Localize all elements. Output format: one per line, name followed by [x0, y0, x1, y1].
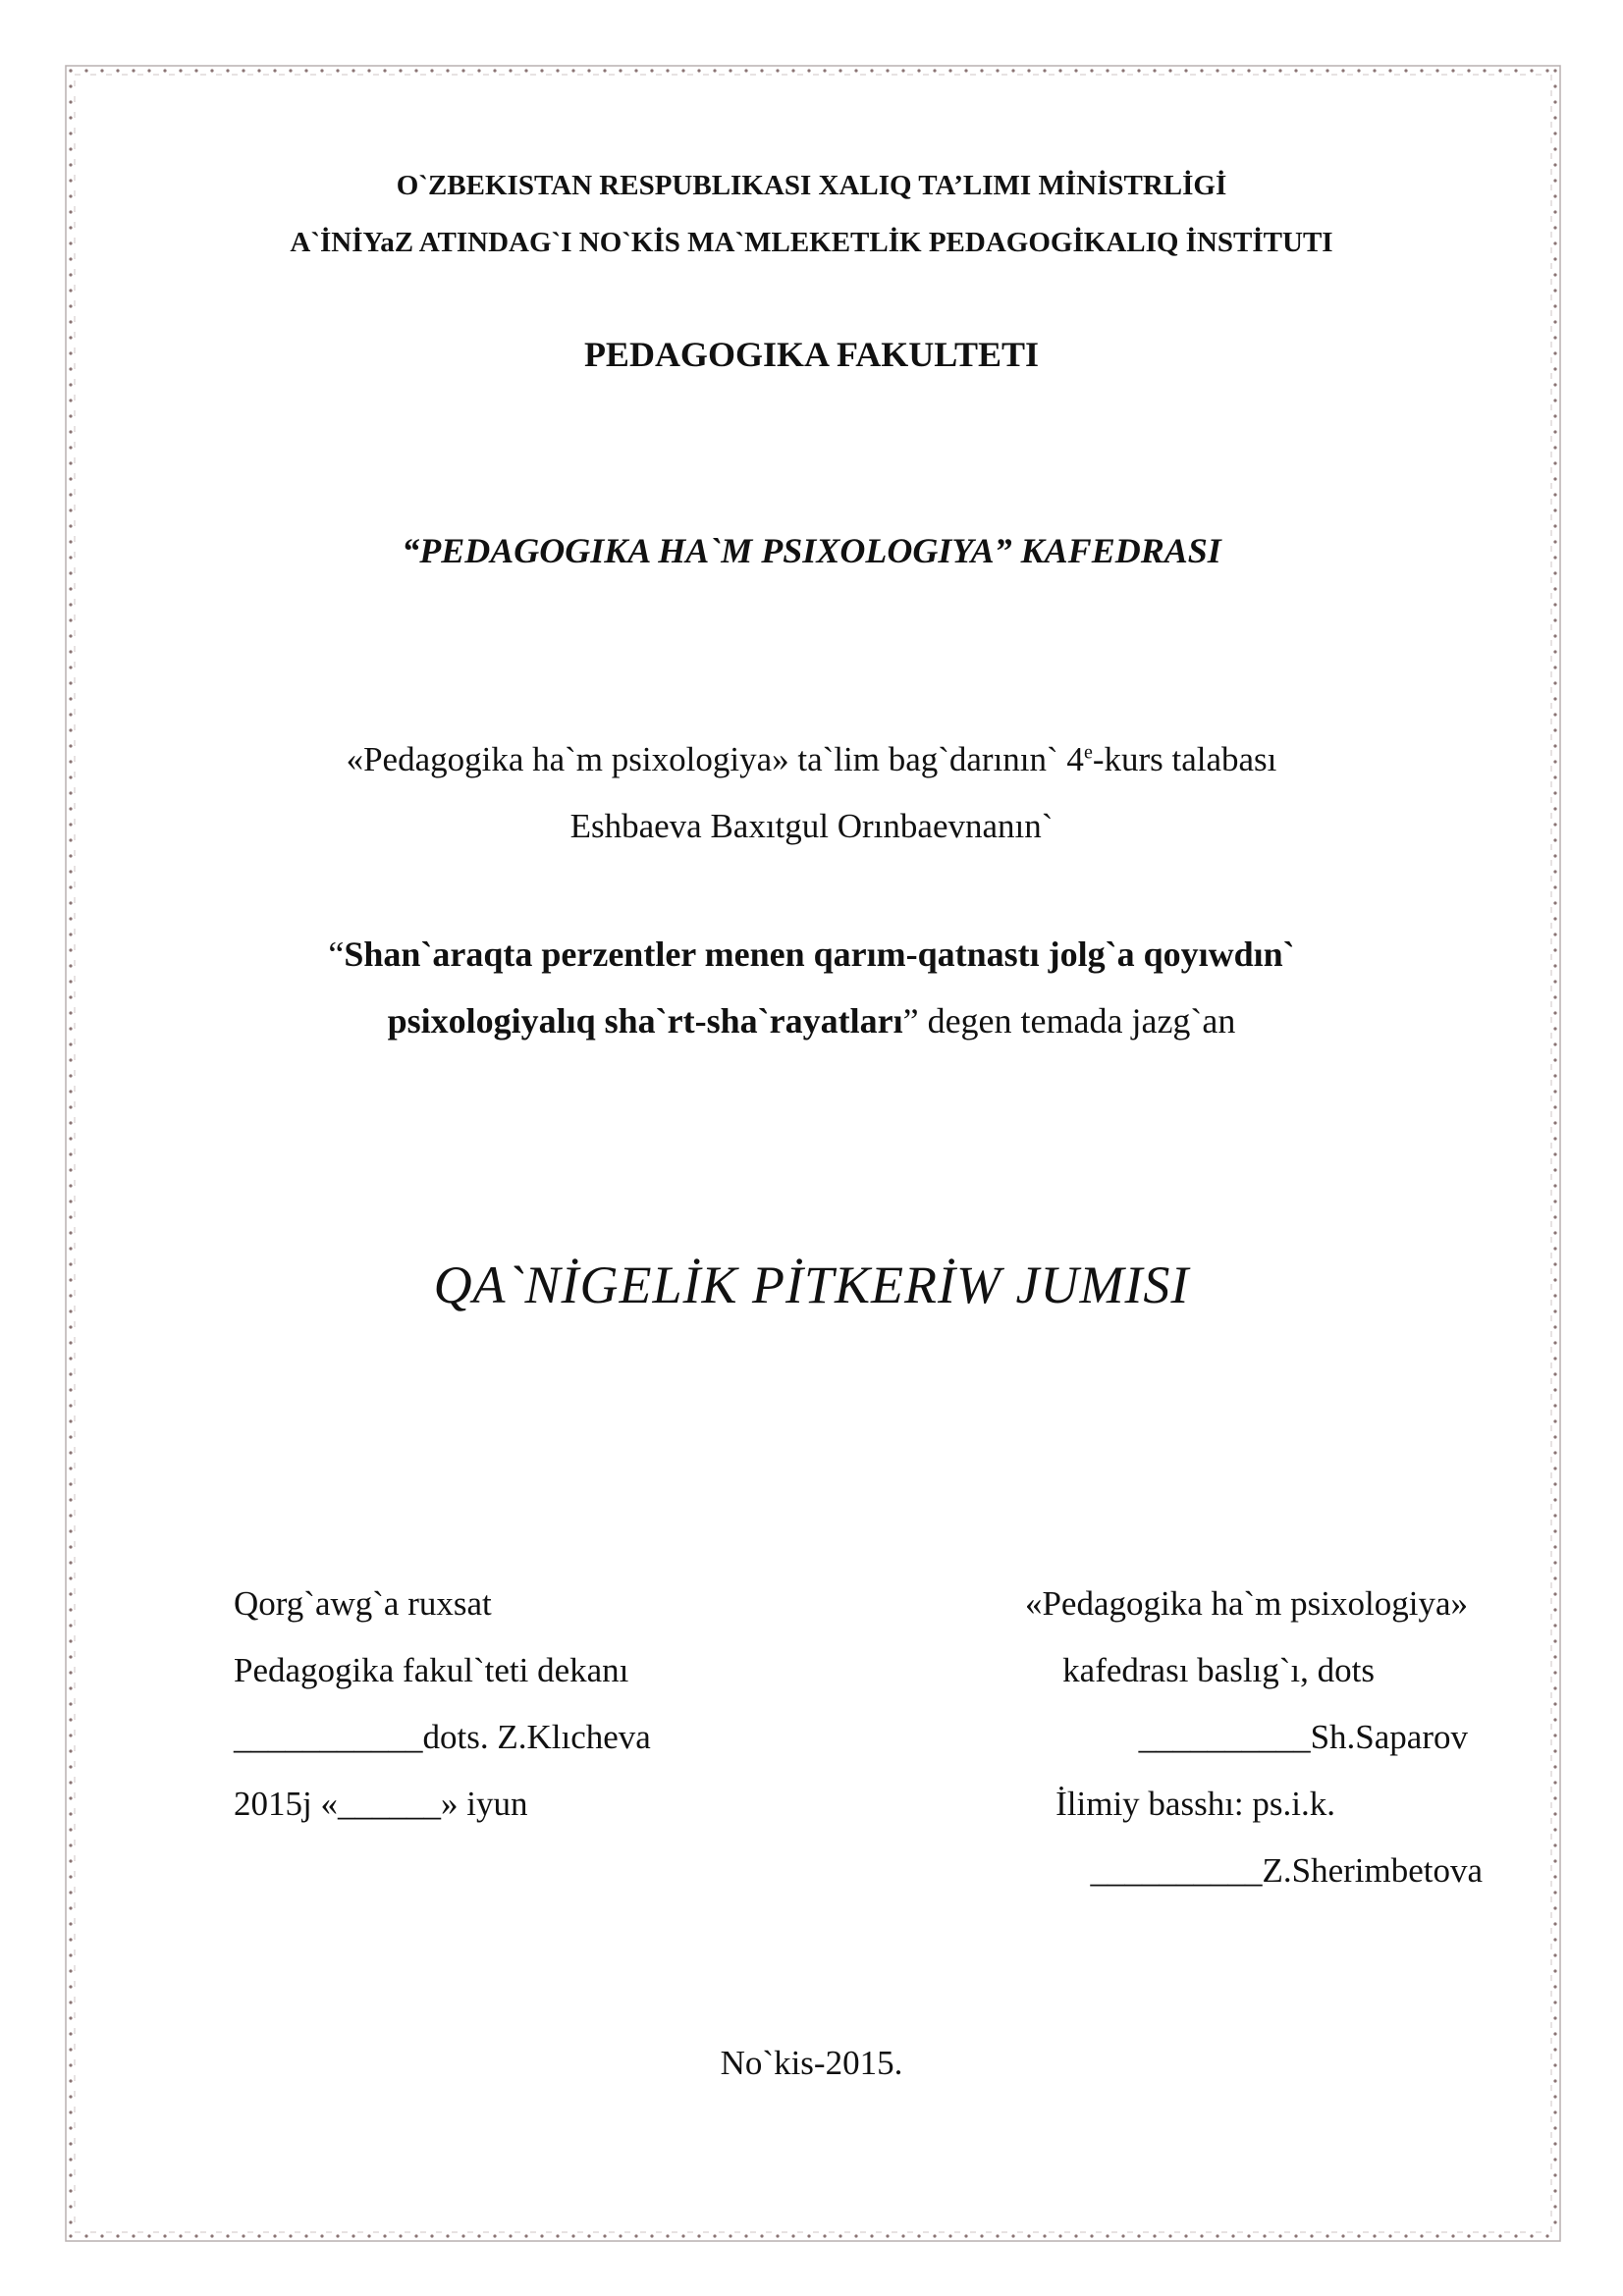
thesis-topic: [0, 921, 1623, 1054]
department-head-signature-line: __________Sh.Saparov: [1138, 1718, 1468, 1756]
decorative-page-border: [65, 65, 1561, 2242]
dean-position: Pedagogika fakul`teti dekanı: [234, 1651, 629, 1689]
place-and-year: No`kis-2015.: [720, 2044, 903, 2082]
course-superscript: e: [1083, 741, 1093, 764]
faculty-title: PEDAGOGIKA FAKULTETI: [583, 335, 1040, 374]
department-title: “PEDAGOGIKA HA`M PSIXOLOGIYA” KAFEDRASI: [402, 531, 1221, 570]
topic-suffix: ” degen temada jazg`an: [902, 1001, 1236, 1041]
department-head-position: kafedrası baslıg`ı, dots: [1062, 1651, 1375, 1689]
work-type-title: QA`NİGELİK PİTKERİW JUMISI: [433, 1255, 1190, 1314]
dean-signature-line: ___________dots. Z.Klıcheva: [234, 1718, 651, 1756]
supervisor-position: İlimiy basshı: ps.i.k.: [1055, 1785, 1335, 1823]
topic-line-1: [0, 921, 1623, 988]
approval-date: 2015j «______» iyun: [234, 1785, 528, 1823]
ministry-line-1: O`ZBEKISTAN RESPUBLIKASI XALIQ TA’LIMI MİNİSTRLİGİ: [396, 170, 1227, 201]
student-program-line: [0, 726, 1623, 793]
student-name: Eshbaeva Baxıtgul Orınbaevnanın`: [569, 807, 1054, 845]
dean-approval-block: [234, 1571, 651, 1838]
student-course-text: -kurs talabası: [1092, 740, 1277, 778]
department-approval-block: [903, 1571, 1492, 1904]
ministry-header: [0, 157, 1623, 271]
department-name: «Pedagogika ha`m psixologiya»: [1024, 1584, 1468, 1623]
topic-open-quote: “: [328, 934, 345, 974]
topic-title-part-1: Shan`araqta perzentler menen qarım-qatnastı jolg`a qoyıwdın`: [344, 934, 1295, 974]
student-program-text: «Pedagogika ha`m psixologiya» ta`lim bag`darının` 4: [346, 740, 1084, 778]
supervisor-signature-line: __________Z.Sherimbetova: [1090, 1851, 1483, 1890]
institute-line-2: A`İNİYaZ ATINDAG`I NO`KİS MA`MLEKETLİK PEDAGOGİKALIQ İNSTİTUTI: [290, 227, 1333, 258]
defense-permission-label: Qorg`awg`a ruxsat: [234, 1584, 492, 1623]
student-info: [0, 726, 1623, 860]
topic-line-2: [0, 988, 1623, 1054]
topic-title-part-2: psixologiyalıq sha`rt-sha`rayatları: [387, 1001, 903, 1041]
